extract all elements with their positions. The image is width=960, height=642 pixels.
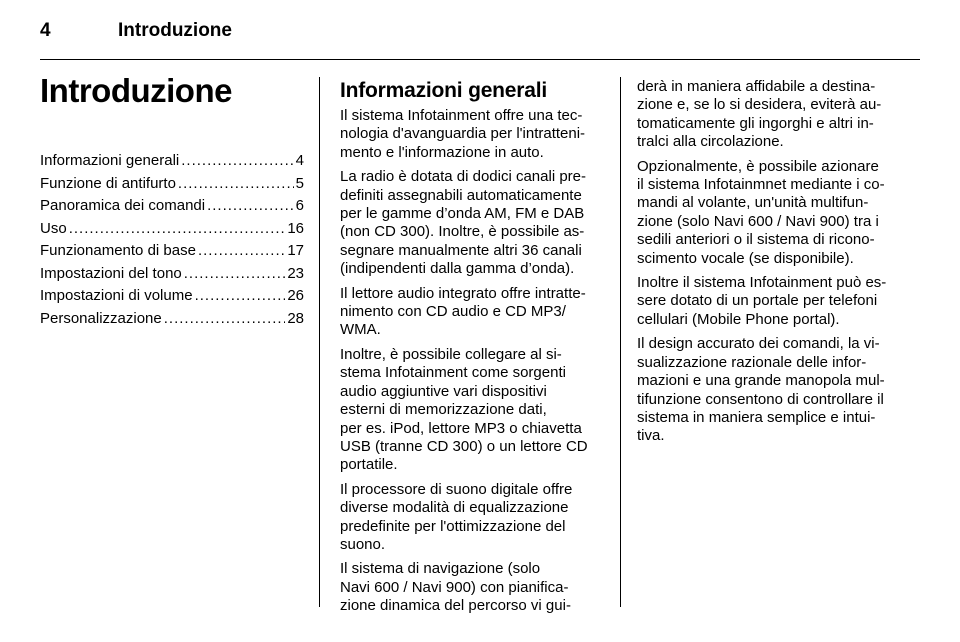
right-column-paragraphs bbox=[637, 78, 907, 446]
text-line: Inoltre il sistema Infotainment può es- bbox=[637, 274, 887, 292]
toc-item-label: Informazioni generali bbox=[40, 152, 180, 169]
text-line: diverse modalità di equalizzazione bbox=[340, 499, 569, 517]
section-heading: Informazioni generali bbox=[340, 79, 547, 102]
toc-leader-dots bbox=[198, 240, 285, 263]
chapter-title: Introduzione bbox=[118, 20, 232, 41]
toc-leader-dots bbox=[181, 150, 293, 173]
text-line: tifunzione consentono di controllare il bbox=[637, 390, 884, 408]
text-line: (non CD 300). Inoltre, è possibile as- bbox=[340, 223, 585, 241]
right-column bbox=[637, 78, 907, 452]
text-line: esterni di memorizzazione dati, bbox=[340, 401, 547, 419]
paragraph bbox=[340, 346, 610, 475]
text-line: Il design accurato dei comandi, la vi- bbox=[637, 335, 880, 353]
paragraph bbox=[637, 335, 907, 445]
text-line: Il sistema Infotainment offre una tec- bbox=[340, 107, 583, 124]
toc-item[interactable] bbox=[40, 285, 304, 308]
toc-item-page: 17 bbox=[287, 242, 304, 259]
text-line: scimento vocale (se disponibile). bbox=[637, 249, 854, 267]
text-line: portatile. bbox=[340, 456, 398, 474]
text-line: tralci alla circolazione. bbox=[637, 133, 784, 151]
toc-leader-dots bbox=[207, 195, 294, 218]
toc-item-label: Uso bbox=[40, 219, 67, 237]
text-line: sere dotato di un portale per telefoni bbox=[637, 292, 878, 310]
toc-item-label: Funzione di antifurto bbox=[40, 174, 176, 192]
text-line: nimento con CD audio e CD MP3/ bbox=[340, 303, 566, 321]
text-line: definiti assegnabili automaticamente bbox=[340, 186, 582, 204]
text-line: USB (tranne CD 300) o un lettore CD bbox=[340, 437, 588, 455]
text-line: per le gamme d’onda AM, FM e DAB bbox=[340, 205, 585, 223]
text-line: mazioni e una grande manopola mul- bbox=[637, 372, 885, 390]
toc-item[interactable] bbox=[40, 150, 304, 173]
toc-item[interactable] bbox=[40, 308, 304, 331]
paragraph bbox=[340, 285, 610, 340]
toc-item[interactable] bbox=[40, 263, 304, 286]
text-line: Inoltre, è possibile collegare al si- bbox=[340, 345, 562, 363]
toc-item-page: 28 bbox=[287, 309, 304, 327]
text-line: il sistema Infotainmnet mediante i co- bbox=[637, 176, 885, 194]
text-line: per es. iPod, lettore MP3 o chiavetta bbox=[340, 419, 582, 437]
toc-item[interactable] bbox=[40, 195, 304, 218]
toc-leader-dots bbox=[184, 263, 286, 286]
text-line: sualizzazione razionale delle infor- bbox=[637, 353, 867, 371]
toc-item-page: 4 bbox=[295, 152, 304, 169]
text-line: zione dinamica del percorso vi gui- bbox=[340, 597, 571, 615]
toc-item[interactable] bbox=[40, 173, 304, 196]
text-line: Il sistema di navigazione (solo bbox=[340, 560, 541, 578]
text-line: derà in maniera affidabile a destina- bbox=[637, 78, 876, 95]
paragraph bbox=[340, 168, 610, 278]
text-line: Opzionalmente, è possibile azionare bbox=[637, 157, 879, 175]
text-line: zione (solo Navi 600 / Navi 900) tra i bbox=[637, 212, 879, 230]
column-divider-right bbox=[620, 77, 621, 607]
toc-leader-dots bbox=[195, 285, 286, 308]
middle-column bbox=[340, 78, 610, 622]
text-line: tomaticamente gli ingorghi e altri in- bbox=[637, 114, 874, 132]
text-line: (indipendenti dalla gamma d’onda). bbox=[340, 260, 575, 278]
text-line: Il processore di suono digitale offre bbox=[340, 480, 573, 498]
text-line: mandi al volante, un'unità multifun- bbox=[637, 194, 869, 212]
toc-item-label: Personalizzazione bbox=[40, 309, 162, 327]
paragraph bbox=[340, 481, 610, 555]
toc-item-label: Impostazioni di volume bbox=[40, 287, 193, 304]
text-line: nologia d'avanguardia per l'intratteni- bbox=[340, 125, 586, 143]
text-line: WMA. bbox=[340, 321, 381, 339]
paragraph bbox=[340, 560, 610, 615]
toc-item-label: Impostazioni del tono bbox=[40, 264, 182, 282]
toc-item-page: 16 bbox=[287, 219, 304, 237]
text-line: Il lettore audio integrato offre intratte- bbox=[340, 284, 586, 302]
text-line: audio aggiuntive vari dispositivi bbox=[340, 382, 547, 400]
text-line: tiva. bbox=[637, 427, 665, 445]
text-line: sedili anteriori o il sistema di ricono- bbox=[637, 231, 875, 249]
toc-item[interactable] bbox=[40, 240, 304, 263]
toc-leader-dots bbox=[164, 308, 286, 331]
text-line: mento e l'informazione in auto. bbox=[340, 143, 544, 161]
text-line: sistema in maniera semplice e intui- bbox=[637, 408, 876, 426]
toc-item-label: Panoramica dei comandi bbox=[40, 197, 206, 214]
text-line: suono. bbox=[340, 535, 386, 553]
middle-column-paragraphs bbox=[340, 107, 610, 616]
toc-item-page: 5 bbox=[295, 174, 304, 192]
text-line: La radio è dotata di dodici canali pre- bbox=[340, 168, 586, 186]
text-line: segnare manualmente altri 36 canali bbox=[340, 241, 582, 259]
header-rule bbox=[40, 59, 920, 60]
toc-leader-dots bbox=[178, 173, 294, 196]
paragraph bbox=[340, 107, 610, 162]
toc-leader-dots bbox=[69, 218, 286, 241]
toc-item-label: Funzionamento di base bbox=[40, 242, 196, 259]
text-line: stema Infotainment come sorgenti bbox=[340, 364, 566, 382]
paragraph bbox=[637, 78, 907, 152]
main-heading: Introduzione bbox=[40, 72, 232, 109]
table-of-contents bbox=[40, 150, 304, 330]
column-divider-left bbox=[319, 77, 320, 607]
paragraph bbox=[637, 274, 907, 329]
page-number: 4 bbox=[40, 20, 51, 41]
text-line: predefinite per l'ottimizzazione del bbox=[340, 517, 566, 535]
text-line: zione e, se lo si desidera, eviterà au- bbox=[637, 96, 882, 114]
paragraph bbox=[637, 158, 907, 268]
toc-item-page: 23 bbox=[287, 264, 304, 282]
toc-item[interactable] bbox=[40, 218, 304, 241]
toc-item-page: 26 bbox=[287, 287, 304, 304]
text-line: Navi 600 / Navi 900) con pianifica- bbox=[340, 578, 569, 596]
text-line: cellulari (Mobile Phone portal). bbox=[637, 310, 840, 328]
toc-item-page: 6 bbox=[295, 197, 304, 214]
